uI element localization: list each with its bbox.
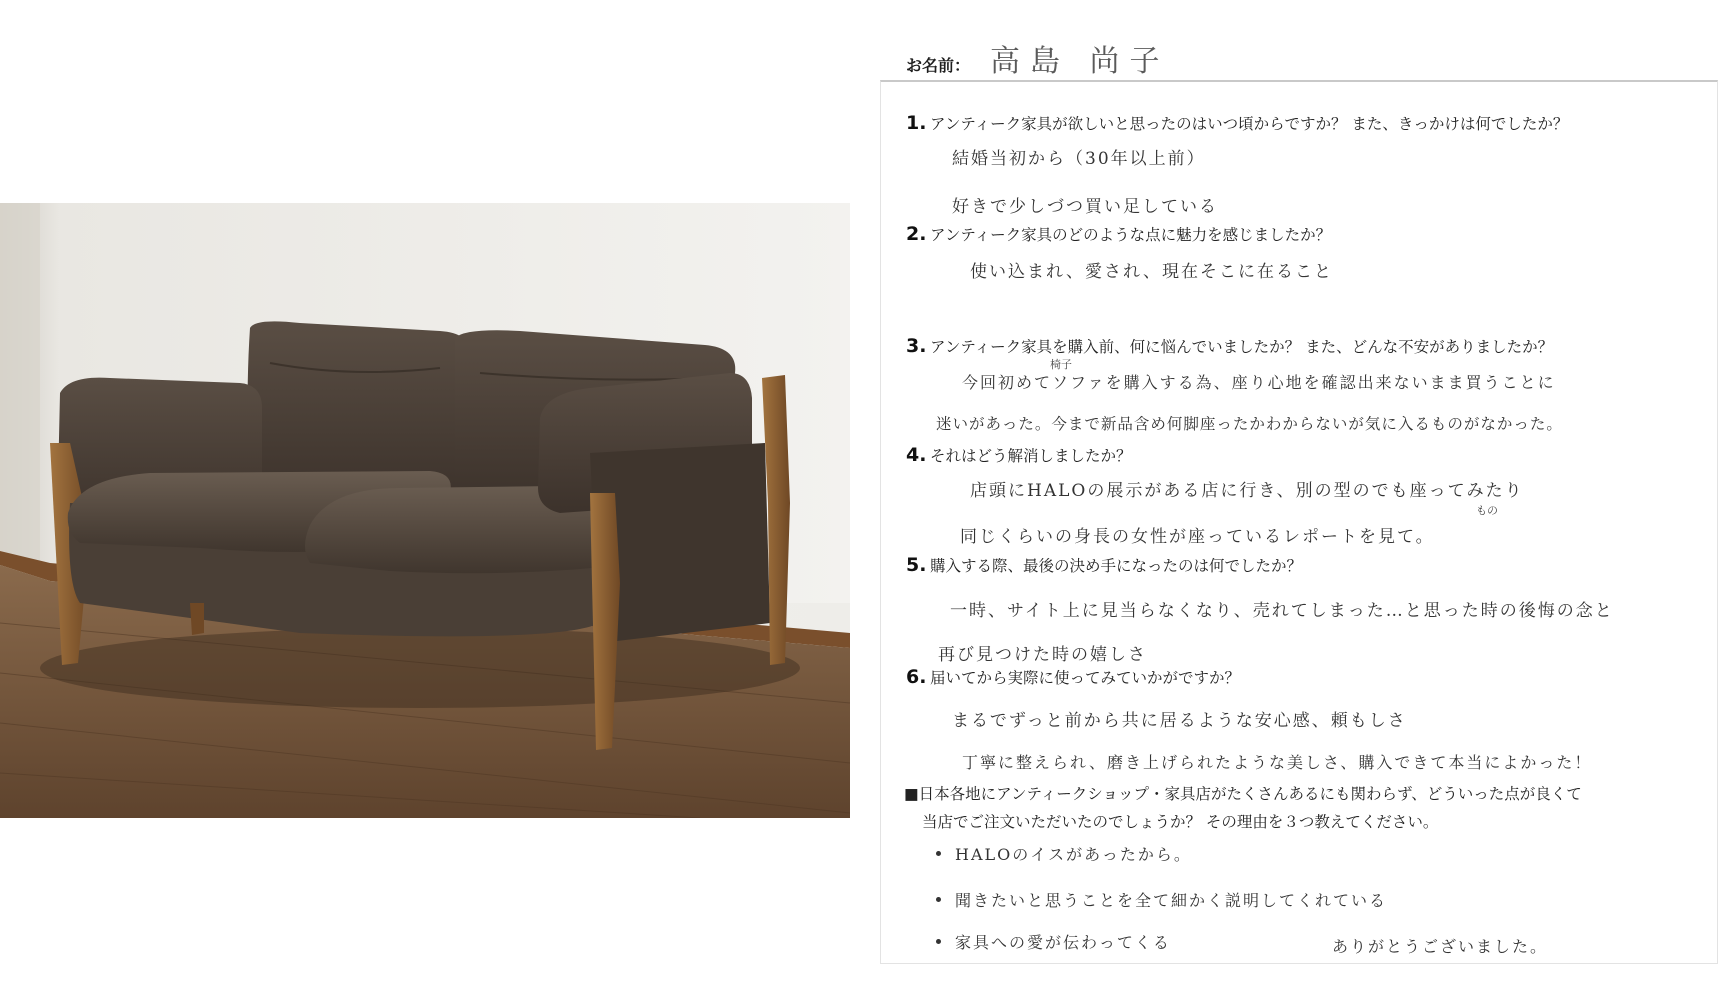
question-text: アンティーク家具のどのような点に魅力を感じましたか？ xyxy=(930,226,1332,244)
answer-6-line-2: 丁寧に整えられ、磨き上げられたような美しさ、購入できて本当によかった！ xyxy=(962,753,1593,772)
answer-5-line-2: 再び見つけた時の嬉しさ xyxy=(938,645,1147,665)
name-row xyxy=(906,44,1170,80)
answer-6-line-1: まるでずっと前から共に居るような安心感、頼もしさ xyxy=(952,711,1407,731)
question-number: 1. xyxy=(906,112,927,134)
answer-5-line-1: 一時、サイト上に見当らなくなり、売れてしまった…と思った時の後悔の念と xyxy=(950,601,1614,621)
sofa-shadow xyxy=(40,628,800,708)
question-2 xyxy=(906,223,1331,245)
answer-3-note: 椅子 xyxy=(1050,358,1072,371)
question-number: 5. xyxy=(906,554,927,576)
closing-note: ありがとうございました。 xyxy=(1332,937,1549,956)
answer-4-line-1: 店頭にHALOの展示がある店に行き、別の型のでも座ってみたり xyxy=(970,481,1524,501)
answer-3-line-1: 今回初めてソファを購入する為、座り心地を確認出来ないまま買うことに xyxy=(962,373,1556,392)
wood-leg xyxy=(190,603,204,635)
sofa-photo xyxy=(0,203,850,818)
name-label: お名前： xyxy=(906,56,971,75)
answer-3-line-2: 迷いがあった。今まで新品含め何脚座ったかわからないが気に入るものがなかった。 xyxy=(936,415,1563,433)
question-number: 3. xyxy=(906,335,927,357)
question-number: 4. xyxy=(906,444,927,466)
question-text: 購入する際、最後の決め手になったのは何でしたか？ xyxy=(930,557,1303,575)
question-text: アンティーク家具を購入前、何に悩んでいましたか？ また、どんな不安がありましたか？ xyxy=(930,338,1554,356)
name-value: 高島 尚子 xyxy=(990,44,1170,79)
question-text: アンティーク家具が欲しいと思ったのはいつ頃からですか？ また、きっかけは何でしたか？ xyxy=(930,115,1569,133)
question-6 xyxy=(906,666,1240,688)
answer-1-line-2: 好きで少しづつ買い足している xyxy=(952,197,1218,217)
answer-4-note: もの xyxy=(1476,504,1498,517)
reason-item xyxy=(936,930,1171,953)
bonus-question-line-2: 当店でご注文いただいたのでしょうか？ その理由を３つ教えてください。 xyxy=(922,813,1439,831)
question-text: 届いてから実際に使ってみていかがですか？ xyxy=(930,669,1241,687)
question-number: 2. xyxy=(906,223,927,245)
answer-4-line-2: 同じくらいの身長の女性が座っているレポートを見て。 xyxy=(960,527,1435,547)
question-text: それはどう解消しましたか？ xyxy=(930,447,1132,465)
reason-text: 家具への愛が伝わってくる xyxy=(955,933,1171,952)
question-number: 6. xyxy=(906,666,927,688)
reason-text: HALOのイスがあったから。 xyxy=(955,845,1192,864)
reason-item xyxy=(936,888,1387,911)
answer-1-line-1: 結婚当初から（30年以上前） xyxy=(952,149,1206,169)
wall-corner xyxy=(0,203,40,598)
bullet-dot xyxy=(936,939,941,944)
bullet-dot xyxy=(936,897,941,902)
bullet-dot xyxy=(936,851,941,856)
sofa-illustration xyxy=(0,203,850,818)
bonus-question-line-1: ■日本各地にアンティークショップ・家具店がたくさんあるにも関わらず、どういった点が良くて xyxy=(904,785,1582,803)
question-4 xyxy=(906,444,1132,466)
reason-text: 聞きたいと思うことを全て細かく説明してくれている xyxy=(955,891,1388,910)
question-1 xyxy=(906,112,1568,134)
questionnaire-sheet xyxy=(880,30,1720,965)
reason-item xyxy=(936,842,1192,865)
answer-2-line-1: 使い込まれ、愛され、現在そこに在ること xyxy=(970,262,1334,282)
question-3 xyxy=(906,335,1553,357)
question-5 xyxy=(906,554,1302,576)
